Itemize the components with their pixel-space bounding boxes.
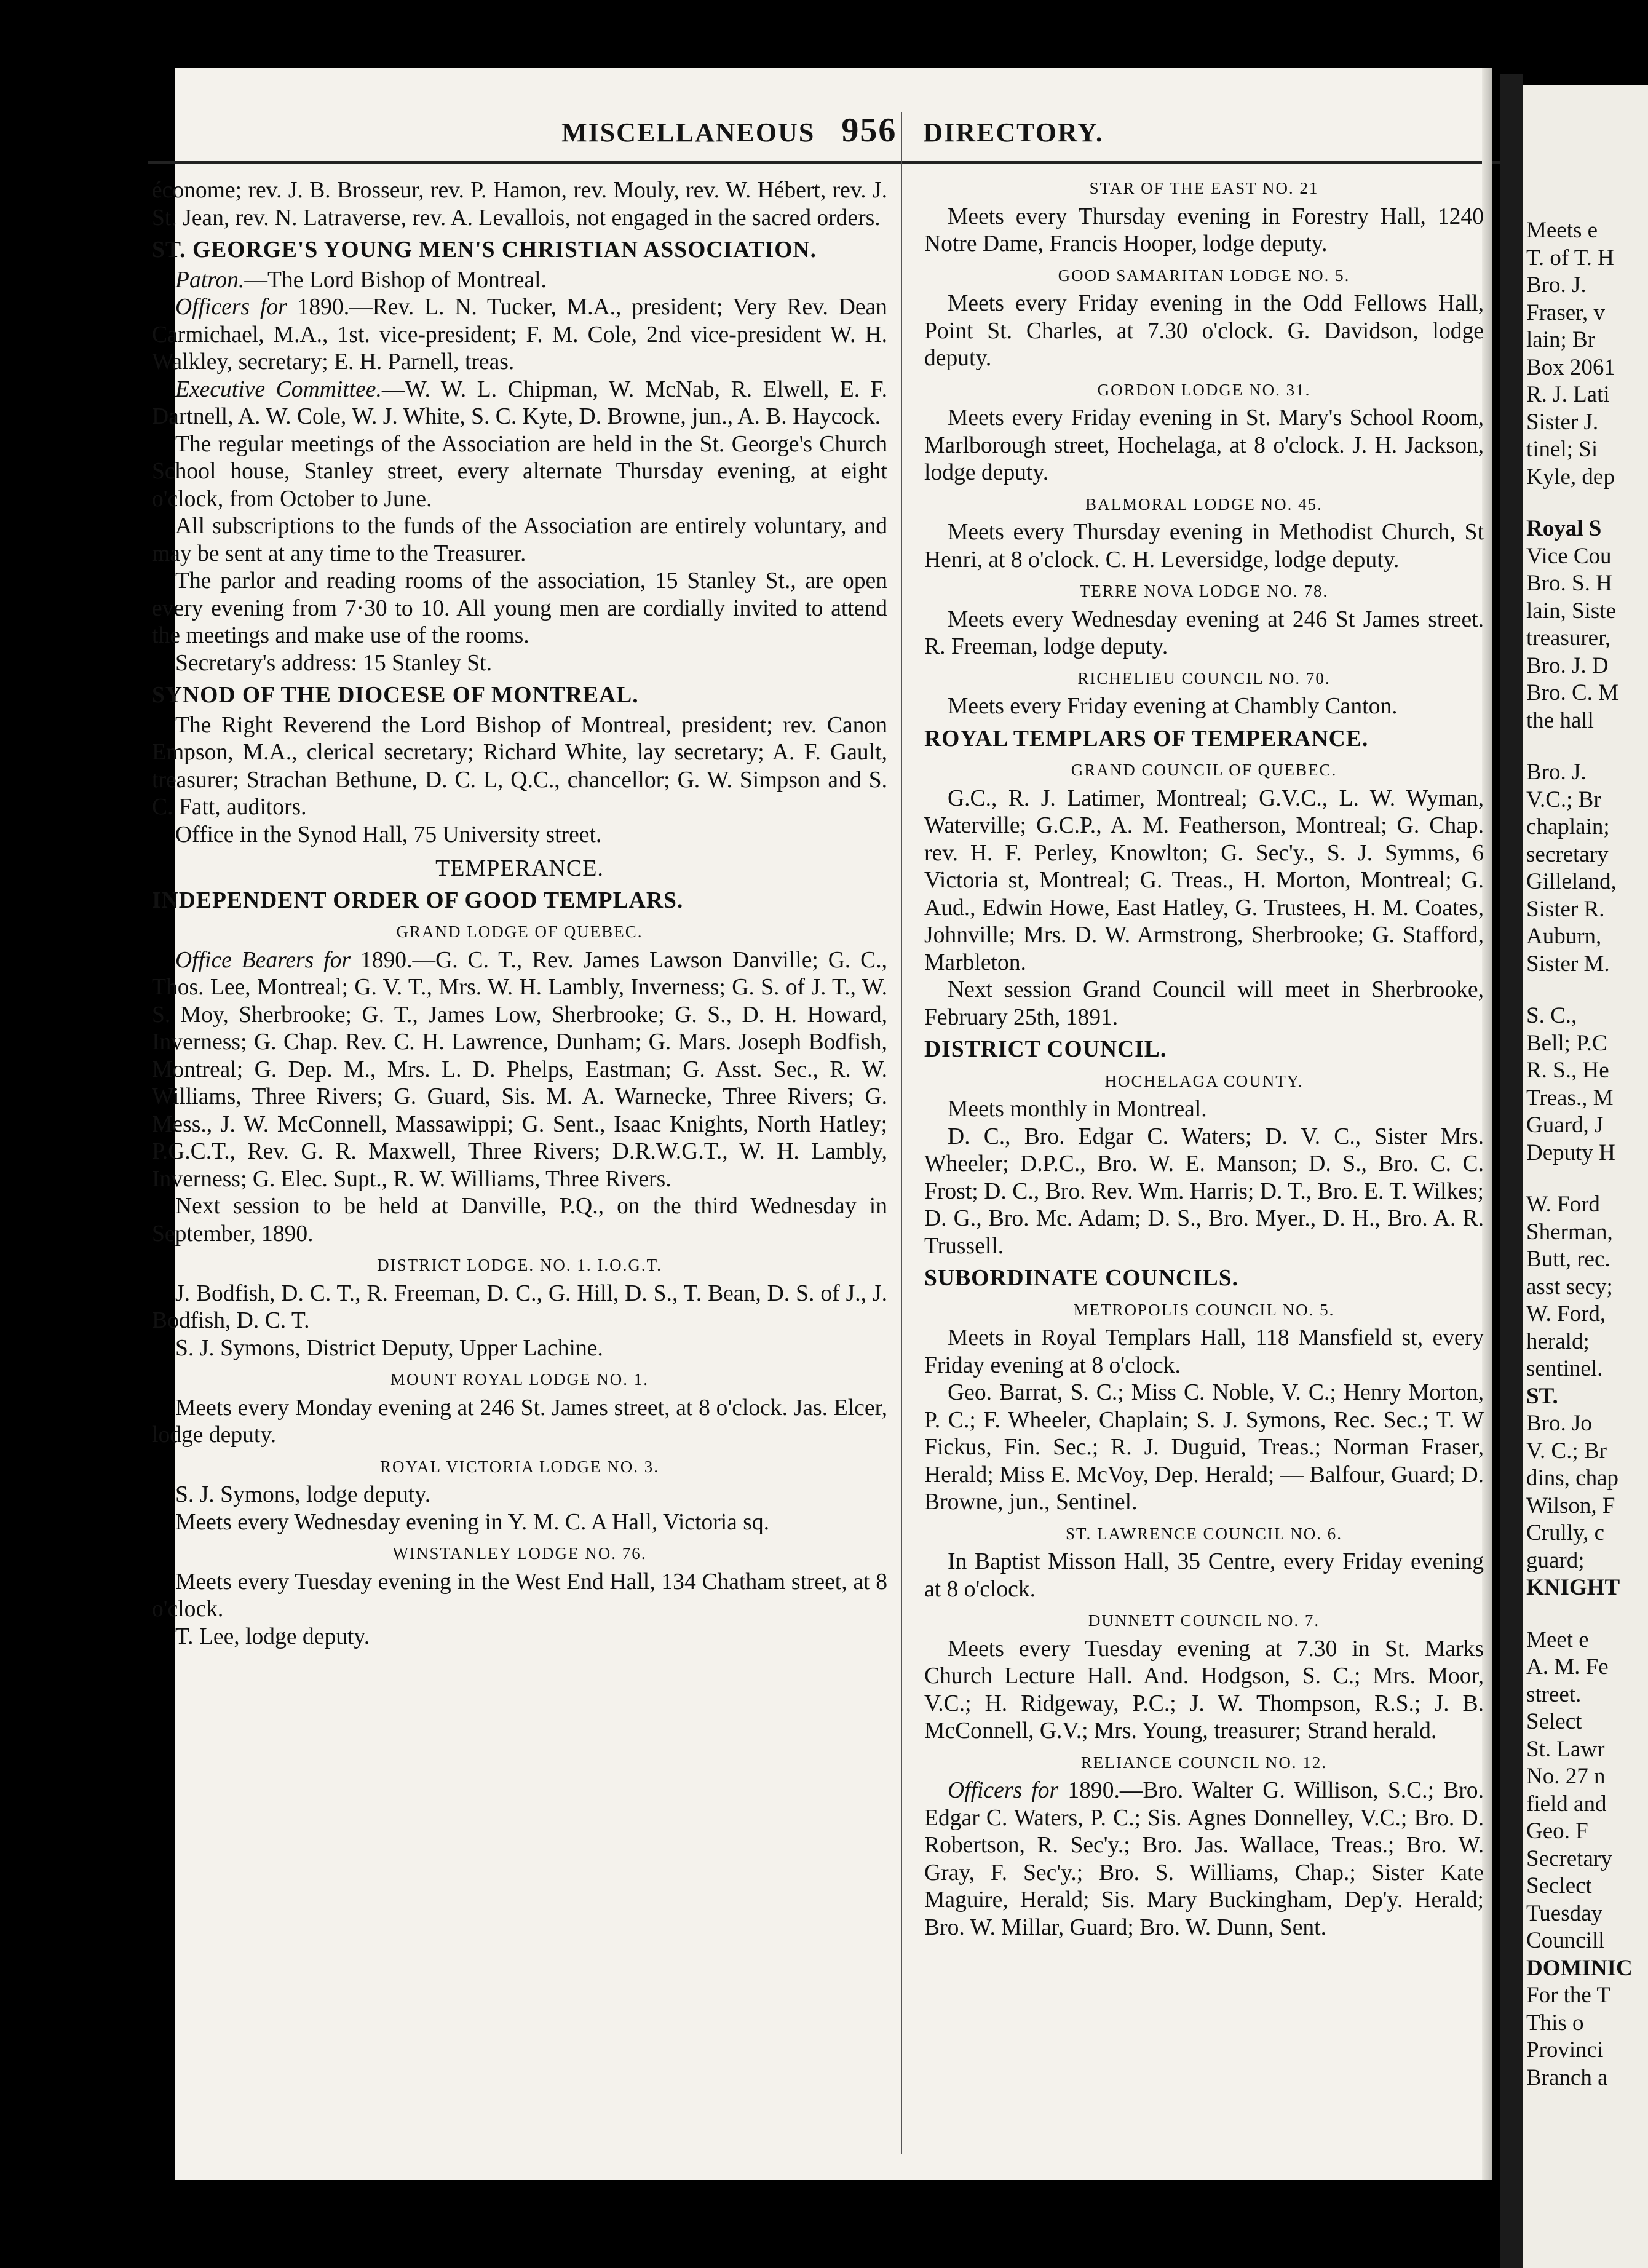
paragraph: The regular meetings of the Association are held in the St. George's Church School house, Stanley street, every alternate Thursday evening, at eight o'clock, from October to June.	[152, 431, 887, 512]
neighbor-line: Royal S	[1526, 516, 1602, 541]
paragraph: Next session Grand Council will meet in Sherbrooke, February 25th, 1891.	[924, 977, 1484, 1030]
neighbor-line: tinel; Si	[1526, 437, 1598, 462]
paragraph: Meets monthly in Montreal.	[948, 1096, 1207, 1122]
paragraph: Office in the Synod Hall, 75 University street.	[175, 822, 602, 847]
label: Officers for	[175, 295, 287, 320]
subheading: GRAND COUNCIL OF QUEBEC.	[1071, 761, 1337, 779]
neighbor-line: This o	[1526, 2010, 1584, 2036]
neighbor-line: Box 2061	[1526, 354, 1615, 380]
neighbor-line: Sherman,	[1526, 1219, 1613, 1245]
subheading: STAR OF THE EAST NO. 21	[1089, 179, 1319, 197]
neighbor-line: lain; Br	[1526, 327, 1596, 352]
neighbor-line: St. Lawr	[1526, 1736, 1605, 1762]
subheading: RELIANCE COUNCIL NO. 12.	[1080, 1753, 1328, 1772]
paragraph: Meets every Thursday evening in Forestry Hall, 1240 Notre Dame, Francis Hooper, lodge deputy.	[924, 204, 1484, 256]
neighbor-line: Gilleland,	[1526, 869, 1617, 894]
neighbor-line: chaplain;	[1526, 814, 1610, 839]
neighbor-line: R. J. Lati	[1526, 382, 1610, 407]
label: Office Bearers for	[175, 947, 351, 973]
neighbor-line: Bro. S. H	[1526, 571, 1612, 596]
neighbor-line: DOMINIC	[1526, 1955, 1633, 1981]
right-column	[924, 171, 1484, 1941]
subheading: ROYAL VICTORIA LODGE NO. 3.	[379, 1457, 659, 1476]
paragraph: Meets every Friday evening in St. Mary's School Room, Marlborough street, Hochelaga, at 8 o'clock. J. H. Jackson, lodge deputy.	[924, 405, 1484, 485]
paragraph: Meets every Tuesday evening in the West End Hall, 134 Chatham street, at 8 o'clock.	[152, 1569, 887, 1622]
neighbor-line: Select	[1526, 1709, 1582, 1734]
neighbor-line: No. 27 n	[1526, 1764, 1606, 1789]
subheading: WINSTANLEY LODGE NO. 76.	[392, 1544, 647, 1563]
heading-synod: SYNOD OF THE DIOCESE OF MONTREAL.	[152, 683, 639, 708]
neighbor-line: secretary	[1526, 841, 1609, 867]
paragraph: Officers for 1890.—Bro. Walter G. Willison, S.C.; Bro. Edgar C. Waters, P. C.; Sis. Agnes Donnelley, V.C.; Bro. D. Robertson, R. Sec'y.; Bro. Jas. Wallace, Treas.; Bro. W. Gray, F. Sec'y.; Bro. S. Williams, Chap.; Sister Kate Maguire, Herald; Sis. Mary Buckingham, Dep'y. Herald; Bro. W. Millar, Guard; Bro. W. Dunn, Sent.	[924, 1778, 1484, 1940]
paragraph: économe; rev. J. B. Brosseur, rev. P. Hamon, rev. Mouly, rev. W. Hébert, rev. J. St. Jean, rev. N. Latraverse, rev. A. Levallois, not engaged in the sacred orders.	[152, 178, 887, 231]
neighbor-line: R. S., He	[1526, 1058, 1609, 1083]
paragraph: D. C., Bro. Edgar C. Waters; D. V. C., Sister Mrs. Wheeler; D.P.C., Bro. W. E. Manson; D. S., Bro. C. C. Frost; D. C., Bro. Rev. Wm. Harris; D. T., Bro. E. T. Wilkes; D. G., Bro. Mc. Adam; D. S., Bro. Myer., D. H., Bro. A. R. Trussell.	[924, 1124, 1484, 1259]
paragraph: S. J. Symons, lodge deputy.	[175, 1482, 431, 1507]
subheading: DUNNETT COUNCIL NO. 7.	[1088, 1611, 1320, 1630]
paragraph: Meets every Friday evening in the Odd Fellows Hall, Point St. Charles, at 7.30 o'clock. G. Davidson, lodge deputy.	[924, 291, 1484, 371]
label: Officers for	[948, 1778, 1059, 1803]
paragraph: Meets in Royal Templars Hall, 118 Mansfield st, every Friday evening at 8 o'clock.	[924, 1325, 1484, 1378]
neighbor-line: Meets e	[1526, 218, 1598, 243]
paragraph: Meets every Monday evening at 246 St. James street, at 8 o'clock. Jas. Elcer, lodge deputy.	[152, 1395, 887, 1448]
neighbor-line: field and	[1526, 1791, 1607, 1817]
header-right: DIRECTORY.	[923, 117, 1104, 148]
neighbor-line: street.	[1526, 1681, 1582, 1707]
neighbor-line: Guard, J	[1526, 1112, 1604, 1138]
neighbor-line: the hall	[1526, 707, 1594, 733]
subheading: ST. LAWRENCE COUNCIL NO. 6.	[1065, 1524, 1343, 1543]
heading-royal-templars: ROYAL TEMPLARS OF TEMPERANCE.	[924, 726, 1369, 751]
neighbor-line: Geo. F	[1526, 1818, 1588, 1844]
heading-temperance: TEMPERANCE.	[435, 855, 604, 881]
neighbor-line: Bro. C. M	[1526, 680, 1619, 705]
neighbor-line: Provinci	[1526, 2037, 1604, 2063]
paragraph: The parlor and reading rooms of the association, 15 Stanley St., are open every evening from 7·30 to 10. All young men are cordially invited to attend the meetings and make use of the rooms.	[152, 568, 887, 648]
paragraph: Officers for 1890.—Rev. L. N. Tucker, M.A., president; Very Rev. Dean Carmichael, M.A., 1st. vice-president; F. M. Cole, 2nd vice-president W. H. Walkley, secretary; E. H. Parnell, treas.	[152, 295, 887, 375]
paragraph: All subscriptions to the funds of the Association are entirely voluntary, and may be sent at any time to the Treasurer.	[152, 513, 887, 566]
neighbor-line: ST.	[1526, 1383, 1558, 1409]
neighbor-line: Tuesday	[1526, 1900, 1603, 1926]
neighbor-line: treasurer,	[1526, 625, 1611, 651]
neighbor-line: asst secy;	[1526, 1274, 1613, 1299]
neighbor-line: lain, Siste	[1526, 598, 1616, 624]
paragraph: Secretary's address: 15 Stanley St.	[175, 650, 493, 676]
subheading: GOOD SAMARITAN LODGE NO. 5.	[1058, 266, 1350, 285]
neighbor-line: Meet e	[1526, 1627, 1589, 1652]
paragraph: S. J. Symons, District Deputy, Upper Lachine.	[175, 1335, 603, 1361]
page-edge-shadow	[1500, 74, 1523, 2268]
page-header	[175, 111, 1490, 150]
page-number: 956	[841, 111, 897, 149]
label: Executive Committee.	[175, 376, 382, 402]
label: Patron.	[175, 267, 245, 293]
neighbor-line: Sister R.	[1526, 896, 1605, 922]
neighbor-line: W. Ford,	[1526, 1301, 1606, 1326]
neighbor-line: Vice Cou	[1526, 543, 1612, 569]
column-divider	[901, 112, 902, 2154]
neighbor-line: For the T	[1526, 1983, 1611, 2008]
neighbor-line: Deputy H	[1526, 1140, 1615, 1165]
subheading: GRAND LODGE OF QUEBEC.	[396, 922, 643, 941]
neighbor-line: V. C.; Br	[1526, 1438, 1607, 1464]
neighbor-line: Sister J.	[1526, 409, 1599, 435]
neighbor-line: Bro. J.	[1526, 759, 1587, 785]
heading-subordinate-councils: SUBORDINATE COUNCILS.	[924, 1266, 1239, 1291]
neighbor-line: Sister M.	[1526, 951, 1610, 977]
neighbor-line: S. C.,	[1526, 1003, 1577, 1028]
neighbor-line: A. M. Fe	[1526, 1654, 1609, 1679]
neighbor-line: herald;	[1526, 1328, 1590, 1354]
header-rule	[148, 161, 1590, 164]
paragraph: Next session to be held at Danville, P.Q., on the third Wednesday in September, 1890.	[152, 1194, 887, 1247]
subheading: BALMORAL LODGE NO. 45.	[1085, 494, 1323, 513]
neighbor-line: Fraser, v	[1526, 299, 1605, 325]
adjacent-page-fragment	[1523, 85, 1648, 2268]
paragraph: Geo. Barrat, S. C.; Miss C. Noble, V. C.; Henry Morton, P. C.; F. Wheeler, Chaplain; S. J. Symons, Rec. Sec.; T. W Fickus, Fin. Sec.; R. J. Duguid, Treas.; Norman Fraser, Herald; Miss E. McVoy, Dep. Herald; — Balfour, Guard; D. Browne, jun., Sentinel.	[924, 1380, 1484, 1515]
paragraph: Patron.—The Lord Bishop of Montreal.	[175, 267, 547, 293]
neighbor-line: Kyle, dep	[1526, 464, 1615, 490]
paragraph: The Right Reverend the Lord Bishop of Montreal, president; rev. Canon Empson, M.A., clerical secretary; Richard White, lay secretary; A. F. Gault, treasurer; Strachan Bethune, D. C. L, Q.C., chancellor; G. W. Simpson and S. C. Fatt, auditors.	[152, 712, 887, 820]
neighbor-line: dins, chap	[1526, 1465, 1619, 1491]
neighbor-line: Bro. J. D	[1526, 652, 1609, 678]
paragraph: Executive Committee.—W. W. L. Chipman, W. McNab, R. Elwell, E. F. Dartnell, A. W. Cole, W. J. White, S. C. Kyte, D. Browne, jun., A. B. Haycock.	[152, 376, 887, 429]
neighbor-line: V.C.; Br	[1526, 787, 1601, 812]
neighbor-line: sentinel.	[1526, 1356, 1603, 1381]
heading-st-georges: ST. GEORGE'S YOUNG MEN'S CHRISTIAN ASSOCIATION.	[152, 237, 817, 263]
heading-iogt: INDEPENDENT ORDER OF GOOD TEMPLARS.	[152, 887, 684, 913]
neighbor-line: Treas., M	[1526, 1085, 1614, 1111]
neighbor-line: guard;	[1526, 1547, 1585, 1573]
neighbor-line: Butt, rec.	[1526, 1247, 1610, 1272]
neighbor-line: Bell; P.C	[1526, 1030, 1607, 1056]
neighbor-line: Wilson, F	[1526, 1493, 1615, 1518]
neighbor-line: Bro. Jo	[1526, 1411, 1592, 1436]
subheading: TERRE NOVA LODGE NO. 78.	[1079, 582, 1329, 600]
paragraph: Office Bearers for 1890.—G. C. T., Rev. James Lawson Danville; G. C., Thos. Lee, Montreal; G. V. T., Mrs. W. H. Lambly, Inverness; G. S. of J. T., W. S. Moy, Sherbrooke; G. T., James Low, Sherbrooke; G. S., D. H. Howard, Inverness; G. Chap. Rev. C. H. Lawrence, Dunham; G. Mars. Joseph Bodfish, Montreal; G. Dep. M., Mrs. L. D. Phelps, Eastman; G. Asst. Sec., R. W. Williams, Three Rivers; G. Guard, Sis. M. A. Warnecke, Three Rivers; G. Mess., J. W. McConnell, Massawippi; G. Sent., Isaac Knights, North Hatley; P.G.C.T., Rev. G. R. Maxwell, Three Rivers; D.R.W.G.T., W. H. Lambly, Inverness; G. Elec. Supt., R. W. Williams, Three Rivers.	[152, 947, 887, 1192]
paragraph: T. Lee, lodge deputy.	[175, 1624, 370, 1649]
header-left: MISCELLANEOUS	[561, 117, 815, 148]
subheading: METROPOLIS COUNCIL NO. 5.	[1073, 1300, 1335, 1319]
subheading: GORDON LODGE NO. 31.	[1097, 380, 1311, 399]
paragraph: G.C., R. J. Latimer, Montreal; G.V.C., L. W. Wyman, Waterville; G.C.P., A. M. Featherson, Montreal; G. Chap. rev. H. F. Perley, Knowlton; G. Sec'y., S. J. Symms, 6 Victoria st, Montreal; G. Treas., H. Morton, Montreal; G. Aud., Edwin Howe, East Hatley, G. Trustees, H. M. Coates, Johnville; Mrs. D. W. Armstrong, Sherbrooke; G. Stafford, Marbleton.	[924, 785, 1484, 975]
left-column	[152, 177, 887, 1651]
paragraph: Meets every Wednesday evening in Y. M. C. A Hall, Victoria sq.	[175, 1509, 770, 1535]
paragraph: Meets every Friday evening at Chambly Canton.	[948, 694, 1398, 719]
neighbor-line: Branch a	[1526, 2064, 1608, 2090]
neighbor-line: KNIGHT	[1526, 1575, 1620, 1600]
neighbor-line: Auburn,	[1526, 924, 1602, 949]
neighbor-line: Secretary	[1526, 1846, 1612, 1871]
paragraph: J. Bodfish, D. C. T., R. Freeman, D. C., G. Hill, D. S., T. Bean, D. S. of J., J. Bodfish, D. C. T.	[152, 1280, 887, 1333]
subheading: HOCHELAGA COUNTY.	[1104, 1071, 1304, 1090]
subheading: MOUNT ROYAL LODGE NO. 1.	[390, 1370, 649, 1389]
subheading: RICHELIEU COUNCIL NO. 70.	[1077, 668, 1331, 688]
subheading: DISTRICT LODGE. NO. 1. I.O.G.T.	[377, 1256, 662, 1274]
neighbor-line: Bro. J.	[1526, 272, 1587, 298]
paragraph: Meets every Wednesday evening at 246 St James street. R. Freeman, lodge deputy.	[924, 606, 1484, 659]
neighbor-line: W. Ford	[1526, 1192, 1600, 1217]
neighbor-line: T. of T. H	[1526, 245, 1614, 271]
heading-district-council: DISTRICT COUNCIL.	[924, 1037, 1167, 1062]
neighbor-line: Crully, c	[1526, 1520, 1605, 1545]
paragraph: Meets every Thursday evening in Methodist Church, St Henri, at 8 o'clock. C. H. Leversidge, lodge deputy.	[924, 520, 1484, 573]
paragraph: In Baptist Misson Hall, 35 Centre, every Friday evening at 8 o'clock.	[924, 1549, 1484, 1602]
neighbor-line: Seclect	[1526, 1873, 1592, 1898]
paragraph: Meets every Tuesday evening at 7.30 in St. Marks Church Lecture Hall. And. Hodgson, S. C.; Mrs. Moor, V.C.; H. Ridgeway, P.C.; J. W. Thompson, R.S.; J. B. McConnell, G.V.; Mrs. Young, treasurer; Strand herald.	[924, 1636, 1484, 1743]
neighbor-line: Councill	[1526, 1928, 1605, 1953]
